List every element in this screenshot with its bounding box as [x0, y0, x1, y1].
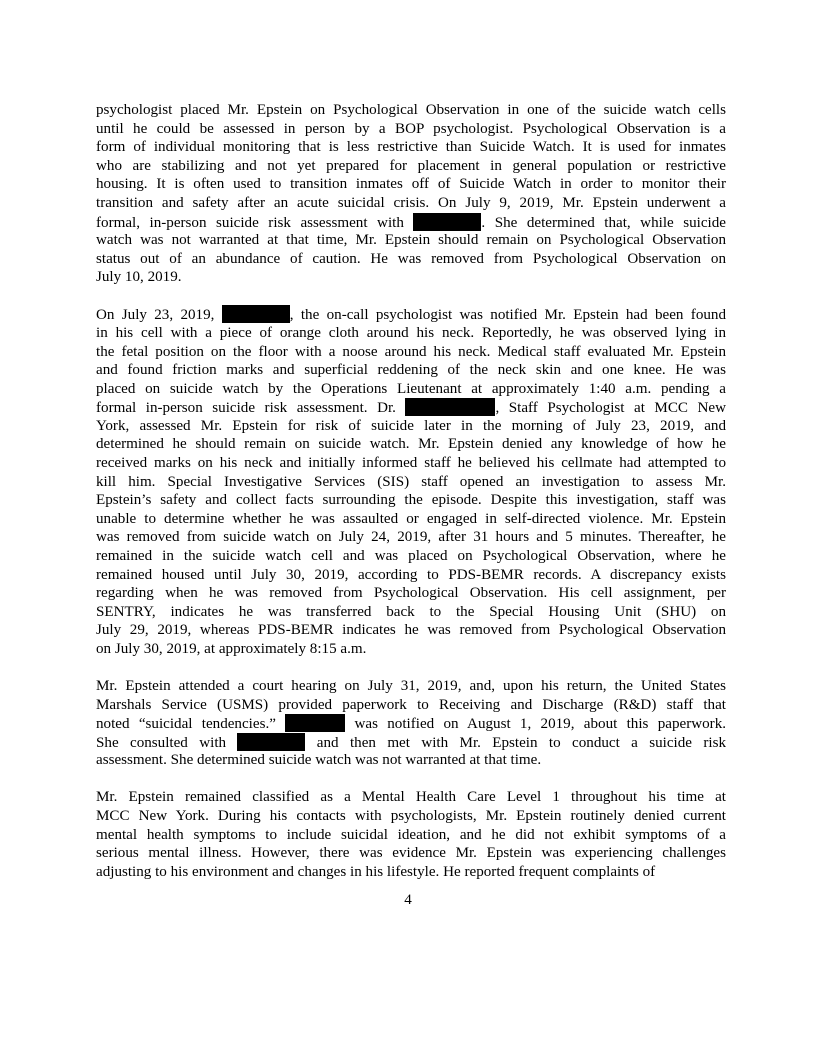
text-line: in his cell with a piece of orange cloth around his neck. Reportedly, he was observed lying in — [96, 324, 726, 341]
text-line: placed on suicide watch by the Operations Lieutenant at approximately 1:40 a.m. pending a — [96, 380, 726, 397]
text-line: housing. It is often used to transition inmates off of Suicide Watch in order to monitor their — [96, 176, 726, 193]
text-line: kill him. Special Investigative Services (SIS) staff opened an investigation to assess Mr. — [96, 473, 726, 490]
text-line: on July 30, 2019, at approximately 8:15 a.m. — [96, 641, 367, 658]
redaction-bar — [405, 398, 495, 416]
text-line — [96, 398, 726, 417]
text-line: mental health symptoms to include suicidal ideation, and he did not exhibit symptoms of a — [96, 826, 726, 843]
text-line: remained in the suicide watch cell and was placed on Psychological Observation, where he — [96, 548, 726, 565]
text-line: received marks on his neck and initially informed staff he believed his cellmate had attempted to — [96, 455, 726, 472]
redaction-bar — [237, 733, 305, 751]
text-line: unable to determine whether he was assaulted or engaged in self-directed violence. Mr. Epstein — [96, 510, 726, 527]
paragraph — [96, 305, 726, 658]
text-line: regarding when he was removed from Psychological Observation. His cell assignment, per — [96, 585, 726, 602]
text-line: assessment. She determined suicide watch was not warranted at that time. — [96, 752, 542, 769]
text-line: form of individual monitoring that is less restrictive than Suicide Watch. It is used for inmates — [96, 139, 726, 156]
text-line: remained housed until July 30, 2019, according to PDS-BEMR records. A discrepancy exists — [96, 566, 726, 583]
text-line: who are stabilizing and not yet prepared for placement in general population or restrictive — [96, 157, 726, 174]
line-text: formal, in-person suicide risk assessment with — [96, 214, 414, 231]
line-text: formal in-person suicide risk assessment. Dr. — [96, 400, 406, 417]
line-text: She consulted with — [96, 734, 238, 751]
paragraph — [96, 101, 726, 287]
text-line: SENTRY, indicates he was transferred back to the Special Housing Unit (SHU) on — [96, 603, 726, 620]
text-line: July 10, 2019. — [96, 269, 182, 286]
text-line: and found friction marks and superficial reddening of the neck skin and one knee. He was — [96, 362, 726, 379]
paragraph — [96, 788, 726, 881]
text-line: July 29, 2019, whereas PDS-BEMR indicates he was removed from Psychological Observation — [96, 622, 726, 639]
document-body — [96, 101, 726, 900]
text-line: Mr. Epstein remained classified as a Mental Health Care Level 1 throughout his time at — [96, 789, 726, 806]
text-line: determined he should remain on suicide watch. Mr. Epstein denied any knowledge of how he — [96, 436, 726, 453]
text-line: adjusting to his environment and changes in his lifestyle. He reported frequent complaints of — [96, 863, 656, 880]
text-line: Marshals Service (USMS) provided paperwork to Receiving and Discharge (R&D) staff that — [96, 696, 726, 713]
line-text: On July 23, 2019, — [96, 307, 222, 324]
redaction-bar — [222, 305, 290, 323]
text-line: York, assessed Mr. Epstein for risk of suicide later in the morning of July 23, 2019, and — [96, 417, 726, 434]
page-number: 4 — [404, 892, 412, 908]
line-text: . She determined that, while suicide — [481, 214, 726, 231]
line-text: was notified on August 1, 2019, about this paperwork. — [345, 716, 726, 733]
text-line: until he could be assessed in person by a BOP psychologist. Psychological Observation is a — [96, 120, 726, 137]
text-line — [96, 305, 726, 324]
line-text: , Staff Psychologist at MCC New — [495, 400, 726, 417]
text-line: was removed from suicide watch on July 24, 2019, after 31 hours and 5 minutes. Thereafter, he — [96, 529, 726, 546]
text-line: Epstein’s safety and collect facts surrounding the episode. Despite this investigation, staff was — [96, 492, 726, 509]
text-line: watch was not warranted at that time, Mr. Epstein should remain on Psychological Observation — [96, 232, 726, 249]
text-line: transition and safety after an acute suicidal crisis. On July 9, 2019, Mr. Epstein underwent a — [96, 194, 726, 211]
text-line — [96, 714, 726, 733]
text-line: serious mental illness. However, there was evidence Mr. Epstein was experiencing challenges — [96, 845, 726, 862]
line-text: and then met with Mr. Epstein to conduct a suicide risk — [305, 734, 726, 751]
line-text: , the on-call psychologist was notified Mr. Epstein had been found — [289, 307, 726, 324]
redaction-bar — [285, 714, 345, 732]
paragraph — [96, 677, 726, 770]
text-line: MCC New York. During his contacts with psychologists, Mr. Epstein routinely denied current — [96, 807, 726, 824]
redaction-bar — [413, 213, 481, 231]
text-line — [96, 733, 726, 752]
text-line: status out of an abundance of caution. He was removed from Psychological Observation on — [96, 250, 726, 267]
text-line: the fetal position on the floor with a noose around his neck. Medical staff evaluated Mr. Epstein — [96, 343, 726, 360]
text-line: psychologist placed Mr. Epstein on Psychological Observation in one of the suicide watch cells — [96, 102, 726, 118]
text-line — [96, 213, 726, 232]
line-text: noted “suicidal tendencies.” — [96, 716, 286, 733]
text-line: Mr. Epstein attended a court hearing on July 31, 2019, and, upon his return, the United States — [96, 678, 726, 694]
